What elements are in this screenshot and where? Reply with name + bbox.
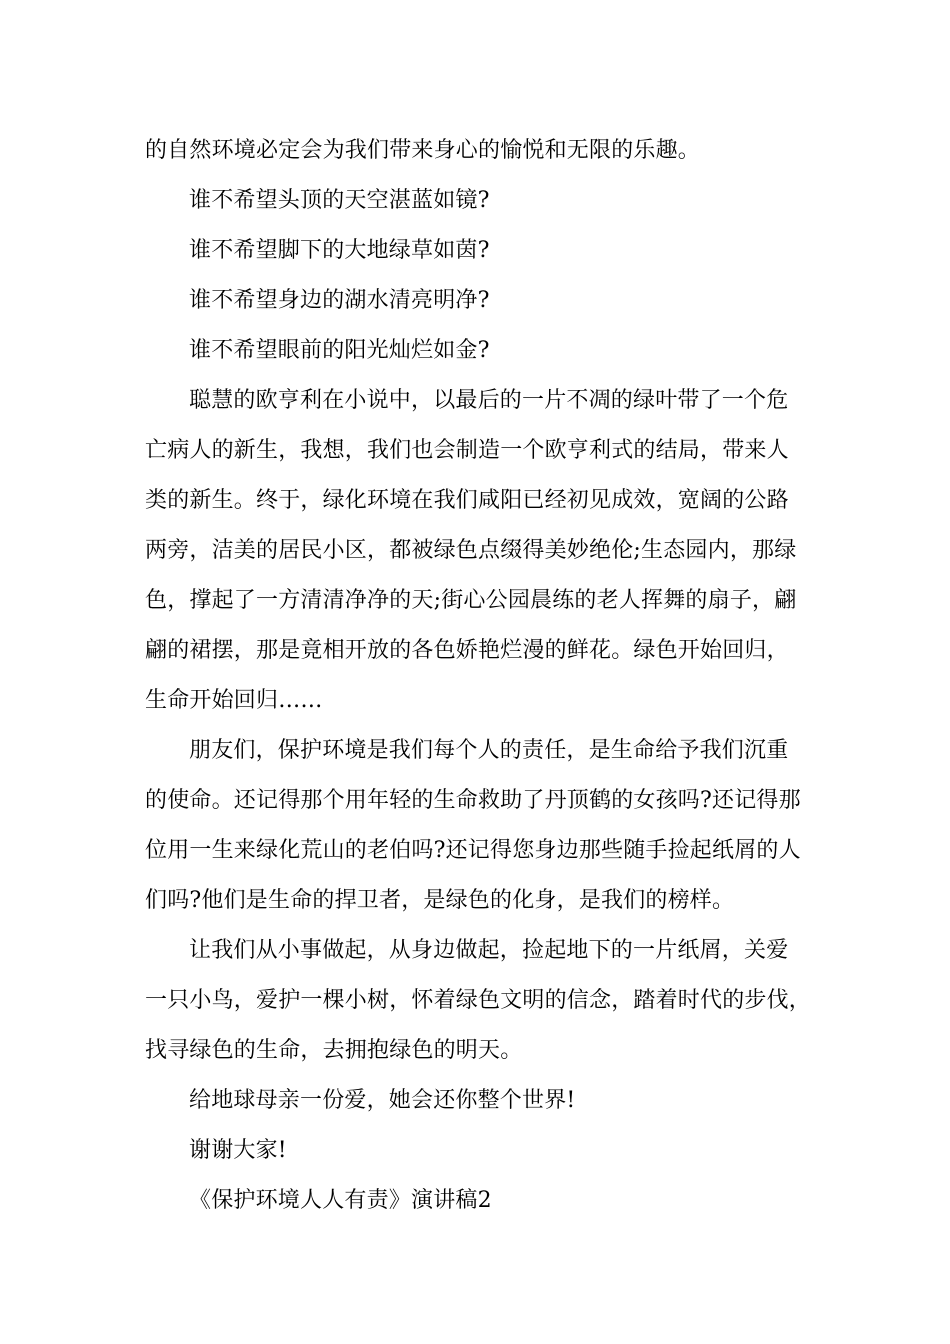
text-line: 色，撑起了一方清清净净的天;街心公园晨练的老人挥舞的扇子，翩 (145, 588, 797, 613)
text-line: 翩的裙摆，那是竟相开放的各色娇艳烂漫的鲜花。绿色开始回归， (145, 638, 789, 663)
text-line: 朋友们，保护环境是我们每个人的责任，是生命给予我们沉重 (189, 738, 789, 763)
text-line: 聪慧的欧亨利在小说中，以最后的一片不凋的绿叶带了一个危 (189, 388, 789, 413)
text-line: 谁不希望脚下的大地绿草如茵? (189, 238, 490, 263)
text-line: 的使命。还记得那个用年轻的生命救助了丹顶鹤的女孩吗?还记得那 (145, 788, 801, 813)
text-line: 给地球母亲一份爱，她会还你整个世界! (189, 1088, 576, 1113)
text-line: 谁不希望身边的湖水清亮明净? (189, 288, 490, 313)
text-line: 两旁，洁美的居民小区，都被绿色点缀得美妙绝伦;生态园内，那绿 (145, 538, 797, 563)
text-line: 生命开始回归…… (145, 688, 323, 713)
text-line: 的自然环境必定会为我们带来身心的愉悦和无限的乐趣。 (145, 138, 701, 163)
text-line: 找寻绿色的生命，去拥抱绿色的明天。 (145, 1038, 523, 1063)
text-line: 一只小鸟，爱护一棵小树，怀着绿色文明的信念，踏着时代的步伐， (145, 988, 812, 1013)
text-line: 让我们从小事做起，从身边做起，捡起地下的一片纸屑，关爱 (189, 938, 789, 963)
text-line: 们吗?他们是生命的捍卫者，是绿色的化身，是我们的榜样。 (145, 888, 735, 913)
text-line: 谢谢大家! (189, 1138, 287, 1163)
text-line: 谁不希望眼前的阳光灿烂如金? (189, 338, 490, 363)
text-line: 位用一生来绿化荒山的老伯吗?还记得您身边那些随手捡起纸屑的人 (145, 838, 801, 863)
text-line: 谁不希望头顶的天空湛蓝如镜? (189, 188, 490, 213)
section-title: 《保护环境人人有责》演讲稿2 (189, 1188, 492, 1213)
text-line: 类的新生。终于，绿化环境在我们咸阳已经初见成效，宽阔的公路 (145, 488, 789, 513)
text-line: 亡病人的新生，我想，我们也会制造一个欧亨利式的结局，带来人 (145, 438, 789, 463)
